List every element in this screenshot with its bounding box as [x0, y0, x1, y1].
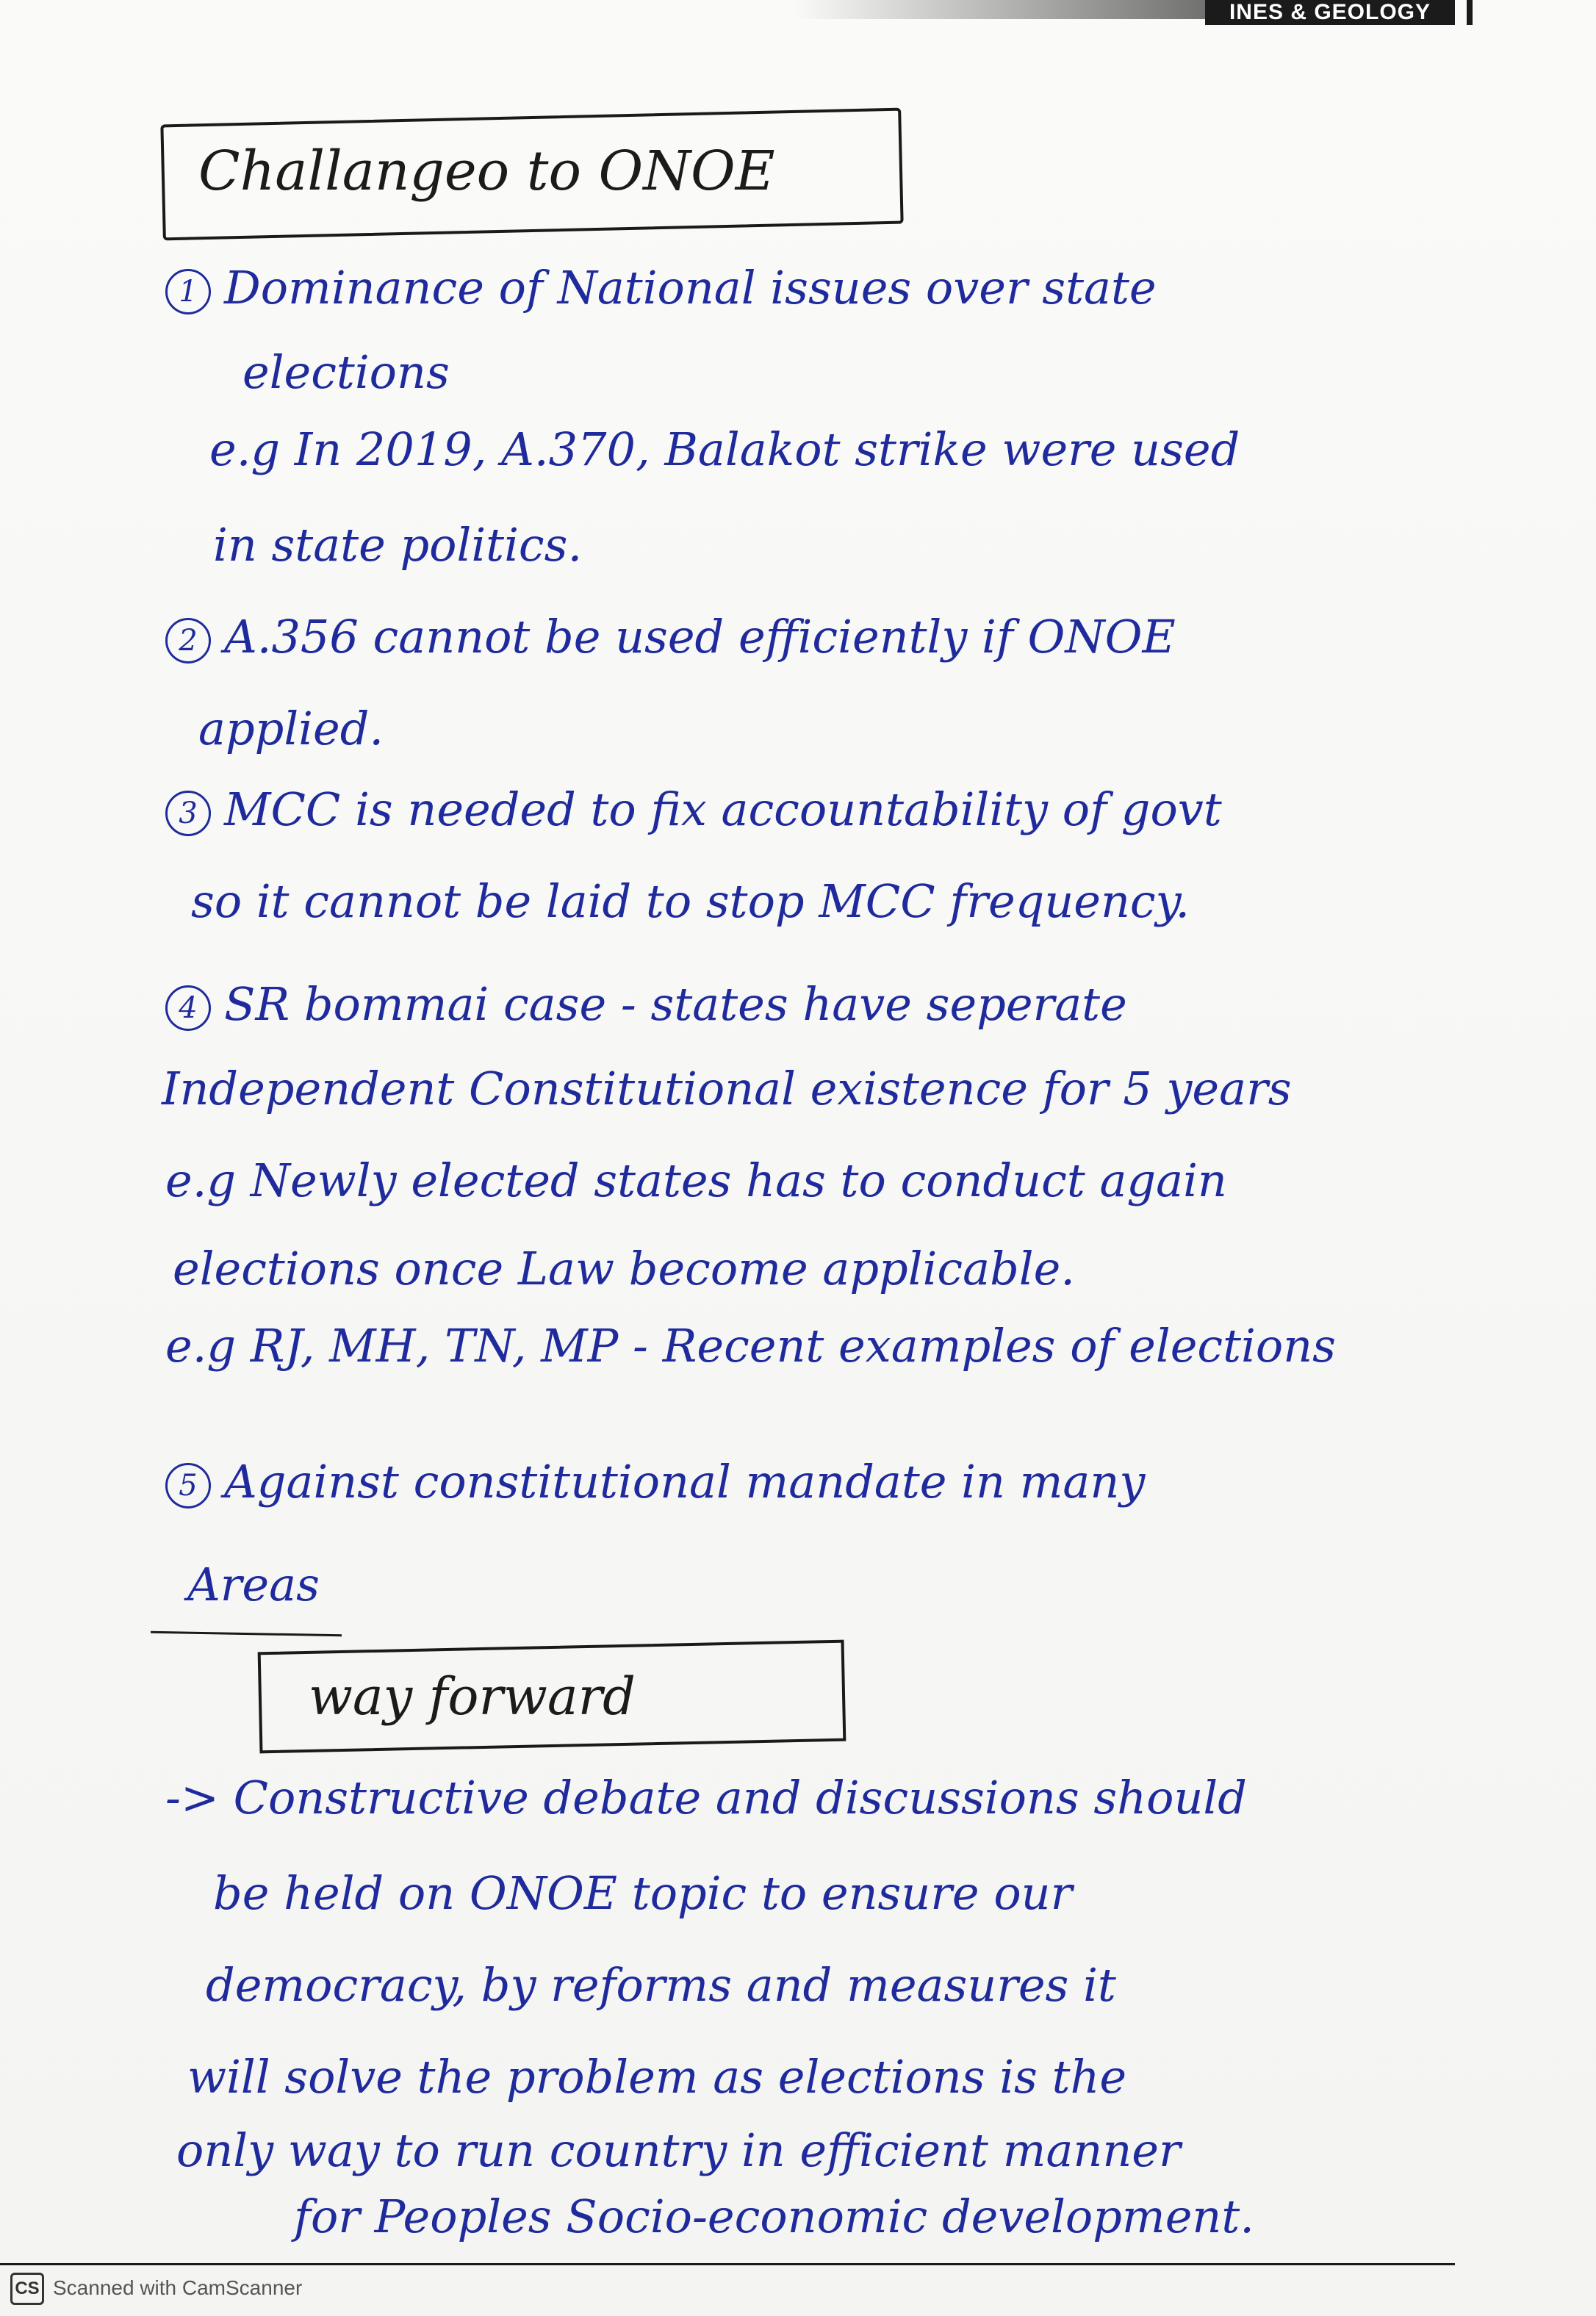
point-1-line-4: in state politics.: [213, 518, 583, 572]
point-3-line-1: 3 MCC is needed to fix accountability of govt: [165, 783, 1222, 836]
way-forward-line-5: only way to run country in efficient manner: [176, 2123, 1181, 2177]
point-2-line-1: 2 A.356 cannot be used efficiently if ONOE: [165, 610, 1176, 663]
page-title: Challangeo to ONOE: [198, 140, 775, 203]
point-4-line-1: 4 SR bommai case - states have seperate: [165, 977, 1127, 1031]
way-forward-line-1: -> Constructive debate and discussions should: [165, 1771, 1247, 1824]
way-forward-line-3: democracy, by reforms and measures it: [206, 1958, 1116, 2012]
point-1-line-1: 1 Dominance of National issues over state: [165, 261, 1157, 314]
footer-rule: [0, 2263, 1455, 2265]
point-2-line-2: applied.: [198, 702, 384, 755]
point-5-number: 5: [165, 1463, 211, 1508]
point-1-number: 1: [165, 269, 211, 314]
way-forward-line-4: will solve the problem as elections is the: [187, 2050, 1127, 2104]
camscanner-watermark: Scanned with CamScanner: [53, 2276, 303, 2299]
header-shadow: [794, 0, 1205, 19]
point-5-line-1: 5 Against constitutional mandate in many: [165, 1455, 1145, 1508]
point-3-number: 3: [165, 791, 211, 836]
section-divider: [151, 1631, 342, 1637]
way-forward-line-6: for Peoples Socio-economic development.: [294, 2190, 1254, 2243]
camscanner-logo-icon: CS: [10, 2273, 44, 2305]
point-4-line-3: e.g Newly elected states has to conduct again: [165, 1154, 1227, 1207]
point-4-line-4: elections once Law become applicable.: [173, 1242, 1075, 1295]
point-3-line-2: so it cannot be laid to stop MCC frequency.: [191, 874, 1190, 928]
book-header-strip: INES & GEOLOGY: [1205, 0, 1455, 25]
point-5-line-2: Areas: [187, 1558, 320, 1611]
point-4-line-5: e.g RJ, MH, TN, MP - Recent examples of elections: [165, 1319, 1336, 1373]
point-4-line-2: Independent Constitutional existence for 5 years: [162, 1062, 1292, 1115]
point-1-line-3: e.g In 2019, A.370, Balakot strike were used: [209, 422, 1240, 476]
point-4-number: 4: [165, 985, 211, 1031]
way-forward-heading: way forward: [309, 1666, 636, 1727]
way-forward-line-2: be held on ONOE topic to ensure our: [213, 1866, 1073, 1920]
point-1-line-2: elections: [242, 345, 450, 399]
point-2-number: 2: [165, 618, 211, 663]
